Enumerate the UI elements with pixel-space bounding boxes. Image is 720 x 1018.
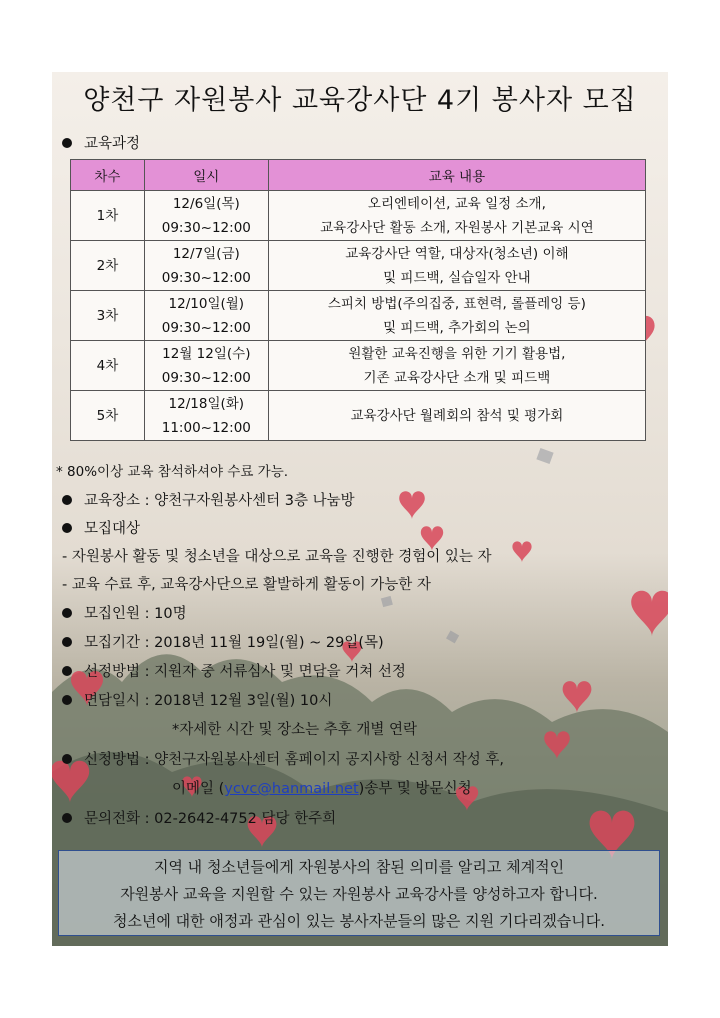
headcount-row bbox=[62, 602, 187, 623]
table-row bbox=[71, 241, 646, 291]
bullet-icon bbox=[62, 608, 72, 618]
info-box bbox=[58, 850, 660, 936]
date-text: 12/10일(월) bbox=[168, 295, 245, 312]
bullet-icon bbox=[62, 695, 72, 705]
table-header-row bbox=[71, 160, 646, 191]
period-text: 모집기간 : 2018년 11월 19일(월) ~ 29일(목) bbox=[84, 635, 384, 651]
content-line: 및 피드백, 추가회의 논의 bbox=[383, 319, 531, 336]
apply-row bbox=[62, 748, 504, 769]
datetime-cell bbox=[144, 291, 268, 341]
content-line: 및 피드백, 실습일자 안내 bbox=[383, 269, 531, 286]
bullet-icon bbox=[62, 523, 72, 533]
content-cell bbox=[268, 191, 645, 241]
course-heading-row bbox=[62, 132, 140, 153]
apply-email-row bbox=[172, 777, 472, 798]
schedule-table bbox=[70, 159, 646, 441]
selection-row bbox=[62, 660, 406, 681]
bullet-icon bbox=[62, 813, 72, 823]
datetime-cell bbox=[144, 391, 268, 441]
session-cell: 5차 bbox=[71, 391, 145, 441]
poster-content bbox=[52, 72, 668, 946]
date-text: 12/18일(화) bbox=[168, 395, 245, 412]
session-cell: 4차 bbox=[71, 341, 145, 391]
header-content: 교육 내용 bbox=[268, 160, 645, 191]
info-line: 지역 내 청소년들에게 자원봉사의 참된 의미를 알리고 체계적인 bbox=[153, 858, 565, 876]
date-text: 12/6일(목) bbox=[172, 195, 240, 212]
content-line: 기존 교육강사단 소개 및 피드백 bbox=[363, 369, 551, 386]
datetime-cell bbox=[144, 191, 268, 241]
content-cell bbox=[268, 241, 645, 291]
time-text: 09:30~12:00 bbox=[161, 369, 251, 386]
date-text: 12월 12일(수) bbox=[162, 345, 251, 362]
content-line: 오리엔테이션, 교육 일정 소개, bbox=[367, 195, 546, 212]
target-heading: 모집대상 bbox=[84, 521, 141, 537]
time-text: 09:30~12:00 bbox=[161, 219, 251, 236]
info-line: 청소년에 대한 애정과 관심이 있는 봉사자분들의 많은 지원 기다리겠습니다. bbox=[112, 912, 606, 930]
table-row bbox=[71, 291, 646, 341]
apply-suffix: )송부 및 방문신청 bbox=[358, 781, 472, 797]
content-line: 원활한 교육진행을 위한 기기 활용법, bbox=[348, 345, 566, 362]
content-cell bbox=[268, 291, 645, 341]
header-session: 차수 bbox=[71, 160, 145, 191]
target-line-2: - 교육 수료 후, 교육강사단으로 활발하게 활동이 가능한 자 bbox=[62, 577, 431, 593]
target-line-1: - 자원봉사 활동 및 청소년을 대상으로 교육을 진행한 경험이 있는 자 bbox=[62, 549, 492, 565]
interview-note: *자세한 시간 및 장소는 추후 개별 연락 bbox=[172, 722, 418, 738]
poster-title: 양천구 자원봉사 교육강사단 4기 봉사자 모집 bbox=[83, 85, 637, 116]
session-cell: 3차 bbox=[71, 291, 145, 341]
table-row bbox=[71, 191, 646, 241]
interview-text: 면담일시 : 2018년 12월 3일(월) 10시 bbox=[84, 693, 333, 709]
content-line: 교육강사단 활동 소개, 자원봉사 기본교육 시연 bbox=[320, 219, 594, 236]
bullet-icon bbox=[62, 666, 72, 676]
headcount-text: 모집인원 : 10명 bbox=[84, 606, 187, 622]
info-line: 자원봉사 교육을 지원할 수 있는 자원봉사 교육강사를 양성하고자 합니다. bbox=[120, 885, 598, 903]
date-text: 12/7일(금) bbox=[172, 245, 240, 262]
place-row bbox=[62, 489, 355, 510]
attendance-note: * 80%이상 교육 참석하셔야 수료 가능. bbox=[56, 464, 289, 480]
content-cell: 교육강사단 월례회의 참석 및 평가회 bbox=[268, 391, 645, 441]
content-line: 교육강사단 역할, 대상자(청소년) 이해 bbox=[345, 245, 569, 262]
course-heading: 교육과정 bbox=[84, 136, 141, 152]
selection-text: 선정방법 : 지원자 중 서류심사 및 면담을 거쳐 선정 bbox=[84, 664, 406, 680]
session-cell: 1차 bbox=[71, 191, 145, 241]
table-row bbox=[71, 391, 646, 441]
bullet-icon bbox=[62, 637, 72, 647]
period-row bbox=[62, 631, 384, 652]
bullet-icon bbox=[62, 138, 72, 148]
content-line: 스피치 방법(주의집중, 표현력, 롤플레잉 등) bbox=[327, 295, 586, 312]
time-text: 11:00~12:00 bbox=[161, 419, 251, 436]
contact-text: 문의전화 : 02-2642-4752 담당 한주희 bbox=[84, 811, 337, 827]
datetime-cell bbox=[144, 241, 268, 291]
email-link[interactable]: ycvc@hanmail.net bbox=[224, 781, 359, 797]
target-heading-row bbox=[62, 517, 140, 538]
contact-row bbox=[62, 807, 336, 828]
apply-text: 신청방법 : 양천구자원봉사센터 홈페이지 공지사항 신청서 작성 후, bbox=[84, 752, 504, 768]
interview-row bbox=[62, 689, 332, 710]
poster bbox=[52, 72, 668, 946]
bullet-icon bbox=[62, 495, 72, 505]
datetime-cell bbox=[144, 341, 268, 391]
apply-prefix: 이메일 ( bbox=[172, 781, 225, 797]
content-cell bbox=[268, 341, 645, 391]
bullet-icon bbox=[62, 754, 72, 764]
header-datetime: 일시 bbox=[144, 160, 268, 191]
time-text: 09:30~12:00 bbox=[161, 269, 251, 286]
time-text: 09:30~12:00 bbox=[161, 319, 251, 336]
place-text: 교육장소 : 양천구자원봉사센터 3층 나눔방 bbox=[84, 493, 355, 509]
table-row bbox=[71, 341, 646, 391]
session-cell: 2차 bbox=[71, 241, 145, 291]
